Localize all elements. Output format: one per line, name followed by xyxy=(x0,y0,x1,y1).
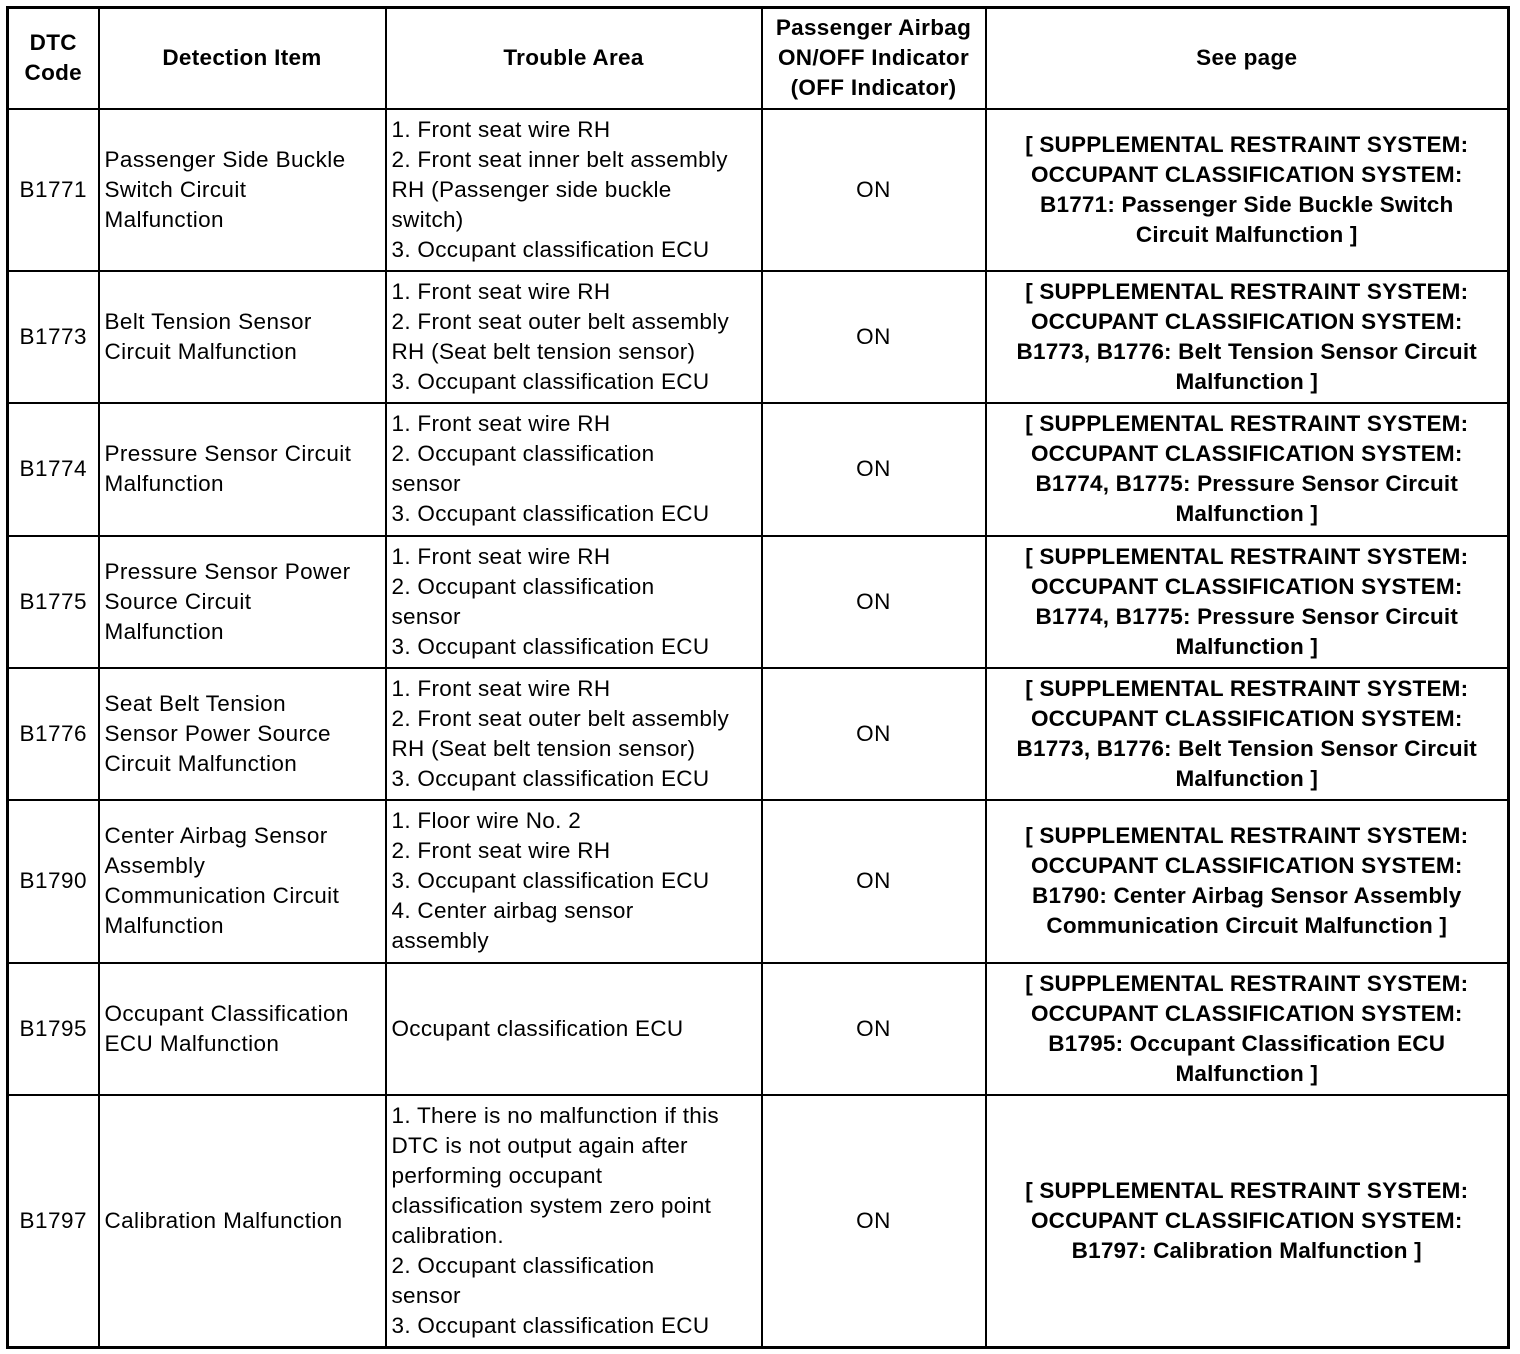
header-indicator: Passenger Airbag ON/OFF Indicator (OFF Indicator) xyxy=(762,8,986,109)
dtc-code-cell: B1773 xyxy=(8,271,99,403)
indicator-cell: ON xyxy=(762,963,986,1095)
indicator-cell: ON xyxy=(762,109,986,271)
header-detection-item: Detection Item xyxy=(99,8,386,109)
trouble-area-cell: 1. Front seat wire RH 2. Occupant classification sensor 3. Occupant classification ECU xyxy=(386,403,762,536)
dtc-code-cell: B1771 xyxy=(8,109,99,271)
dtc-code-cell: B1797 xyxy=(8,1095,99,1348)
dtc-code-cell: B1775 xyxy=(8,536,99,668)
header-row xyxy=(8,8,1509,109)
header-dtc-code: DTC Code xyxy=(8,8,99,109)
dtc-code-cell: B1790 xyxy=(8,800,99,963)
header-see-page: See page xyxy=(986,8,1509,109)
see-page-link[interactable]: [ SUPPLEMENTAL RESTRAINT SYSTEM: OCCUPANT CLASSIFICATION SYSTEM: B1790: Center Airbag Sensor Assembly Communication Circuit Malfunction ] xyxy=(986,800,1509,963)
table-row xyxy=(8,403,1509,536)
table-row xyxy=(8,109,1509,271)
trouble-area-cell: 1. Floor wire No. 2 2. Front seat wire RH 3. Occupant classification ECU 4. Center airbag sensor assembly xyxy=(386,800,762,963)
table-row xyxy=(8,668,1509,800)
table-row xyxy=(8,271,1509,403)
indicator-cell: ON xyxy=(762,403,986,536)
detection-item-cell: Occupant Classification ECU Malfunction xyxy=(99,963,386,1095)
see-page-link[interactable]: [ SUPPLEMENTAL RESTRAINT SYSTEM: OCCUPANT CLASSIFICATION SYSTEM: B1773, B1776: Belt Tension Sensor Circuit Malfunction ] xyxy=(986,271,1509,403)
detection-item-cell: Belt Tension Sensor Circuit Malfunction xyxy=(99,271,386,403)
indicator-cell: ON xyxy=(762,668,986,800)
trouble-area-cell: 1. Front seat wire RH 2. Occupant classification sensor 3. Occupant classification ECU xyxy=(386,536,762,668)
see-page-link[interactable]: [ SUPPLEMENTAL RESTRAINT SYSTEM: OCCUPANT CLASSIFICATION SYSTEM: B1774, B1775: Pressure Sensor Circuit Malfunction ] xyxy=(986,403,1509,536)
dtc-code-cell: B1774 xyxy=(8,403,99,536)
indicator-cell: ON xyxy=(762,800,986,963)
see-page-link[interactable]: [ SUPPLEMENTAL RESTRAINT SYSTEM: OCCUPANT CLASSIFICATION SYSTEM: B1773, B1776: Belt Tension Sensor Circuit Malfunction ] xyxy=(986,668,1509,800)
trouble-area-cell: Occupant classification ECU xyxy=(386,963,762,1095)
detection-item-cell: Seat Belt Tension Sensor Power Source Circuit Malfunction xyxy=(99,668,386,800)
indicator-cell: ON xyxy=(762,536,986,668)
trouble-area-cell: 1. Front seat wire RH 2. Front seat outer belt assembly RH (Seat belt tension sensor) 3. Occupant classification ECU xyxy=(386,668,762,800)
dtc-code-cell: B1795 xyxy=(8,963,99,1095)
dtc-code-cell: B1776 xyxy=(8,668,99,800)
detection-item-cell: Pressure Sensor Power Source Circuit Malfunction xyxy=(99,536,386,668)
table-row xyxy=(8,1095,1509,1348)
table-row xyxy=(8,963,1509,1095)
header-trouble-area: Trouble Area xyxy=(386,8,762,109)
see-page-link[interactable]: [ SUPPLEMENTAL RESTRAINT SYSTEM: OCCUPANT CLASSIFICATION SYSTEM: B1774, B1775: Pressure Sensor Circuit Malfunction ] xyxy=(986,536,1509,668)
detection-item-cell: Passenger Side Buckle Switch Circuit Malfunction xyxy=(99,109,386,271)
indicator-cell: ON xyxy=(762,1095,986,1348)
trouble-area-cell: 1. Front seat wire RH 2. Front seat outer belt assembly RH (Seat belt tension sensor) 3. Occupant classification ECU xyxy=(386,271,762,403)
see-page-link[interactable]: [ SUPPLEMENTAL RESTRAINT SYSTEM: OCCUPANT CLASSIFICATION SYSTEM: B1797: Calibration Malfunction ] xyxy=(986,1095,1509,1348)
see-page-link[interactable]: [ SUPPLEMENTAL RESTRAINT SYSTEM: OCCUPANT CLASSIFICATION SYSTEM: B1771: Passenger Side Buckle Switch Circuit Malfunction ] xyxy=(986,109,1509,271)
detection-item-cell: Pressure Sensor Circuit Malfunction xyxy=(99,403,386,536)
indicator-cell: ON xyxy=(762,271,986,403)
detection-item-cell: Calibration Malfunction xyxy=(99,1095,386,1348)
table-row xyxy=(8,536,1509,668)
table-row xyxy=(8,800,1509,963)
trouble-area-cell: 1. There is no malfunction if this DTC is not output again after performing occupant classification system zero point calibration. 2. Occupant classification sensor 3. Occupant classification ECU xyxy=(386,1095,762,1348)
see-page-link[interactable]: [ SUPPLEMENTAL RESTRAINT SYSTEM: OCCUPANT CLASSIFICATION SYSTEM: B1795: Occupant Classification ECU Malfunction ] xyxy=(986,963,1509,1095)
dtc-table xyxy=(6,6,1510,1349)
detection-item-cell: Center Airbag Sensor Assembly Communication Circuit Malfunction xyxy=(99,800,386,963)
trouble-area-cell: 1. Front seat wire RH 2. Front seat inner belt assembly RH (Passenger side buckle switch) 3. Occupant classification ECU xyxy=(386,109,762,271)
